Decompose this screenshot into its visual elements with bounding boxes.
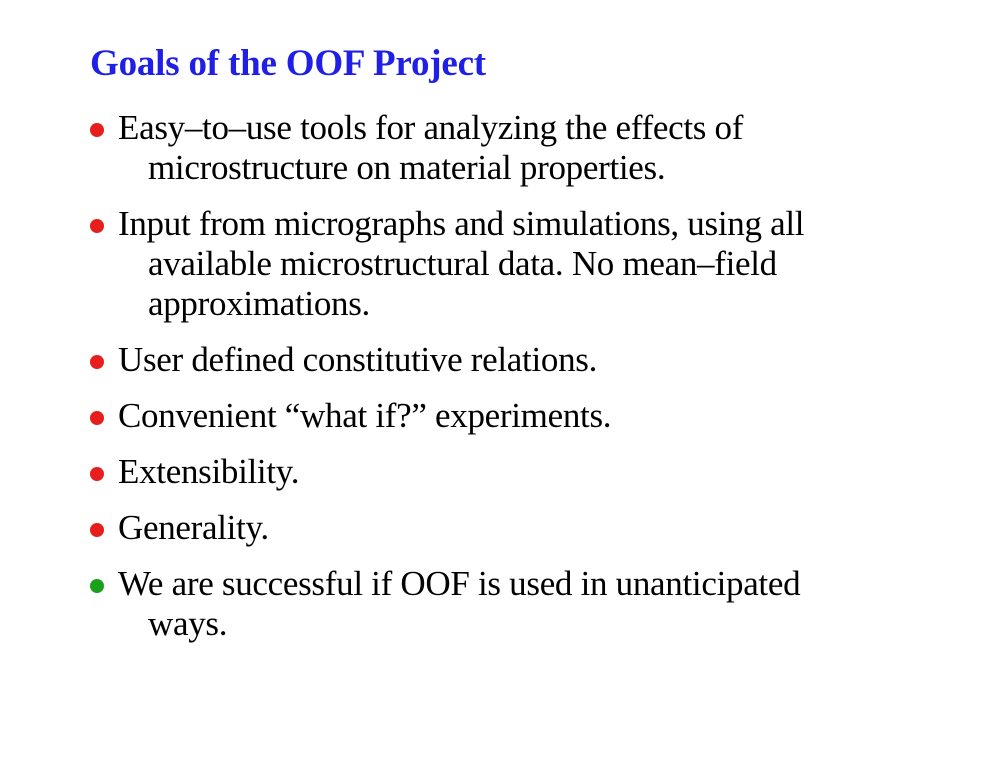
bullet-text: [118, 564, 968, 644]
bullet-line: Extensibility.: [118, 452, 300, 491]
bullet-line: Easy–to–use tools for analyzing the effects of: [118, 108, 744, 147]
bullet-text: [118, 108, 968, 188]
bullet-item: [88, 452, 968, 492]
bullet-dot-icon: [90, 467, 104, 481]
bullet-line: Convenient “what if?” experiments.: [118, 396, 612, 435]
bullet-item: [88, 108, 968, 188]
bullet-text: [118, 204, 968, 324]
bullet-line: approximations.: [148, 284, 370, 323]
bullet-line: User defined constitutive relations.: [118, 340, 598, 379]
bullet-dot-icon: [90, 123, 104, 137]
bullet-item: [88, 204, 968, 324]
bullet-text: [118, 452, 968, 492]
bullet-text: [118, 508, 968, 548]
bullet-line: We are successful if OOF is used in unanticipated: [118, 564, 801, 603]
bullet-item: [88, 340, 968, 380]
bullet-dot-icon: [90, 411, 104, 425]
bullet-line: Generality.: [118, 508, 269, 547]
bullet-dot-icon: [90, 579, 104, 593]
bullet-dot-icon: [90, 219, 104, 233]
bullet-line: ways.: [148, 604, 228, 643]
bullet-text: [118, 396, 968, 436]
bullet-text: [118, 340, 968, 380]
bullet-dot-icon: [90, 523, 104, 537]
slide-title: Goals of the OOF Project: [90, 43, 486, 84]
bullet-dot-icon: [90, 355, 104, 369]
bullet-item: [88, 564, 968, 644]
bullet-line: microstructure on material properties.: [148, 148, 666, 187]
bullet-item: [88, 508, 968, 548]
bullet-item: [88, 396, 968, 436]
bullet-line: available microstructural data. No mean–field: [148, 244, 777, 283]
bullet-list: [88, 108, 968, 660]
bullet-line: Input from micrographs and simulations, using all: [118, 204, 805, 243]
